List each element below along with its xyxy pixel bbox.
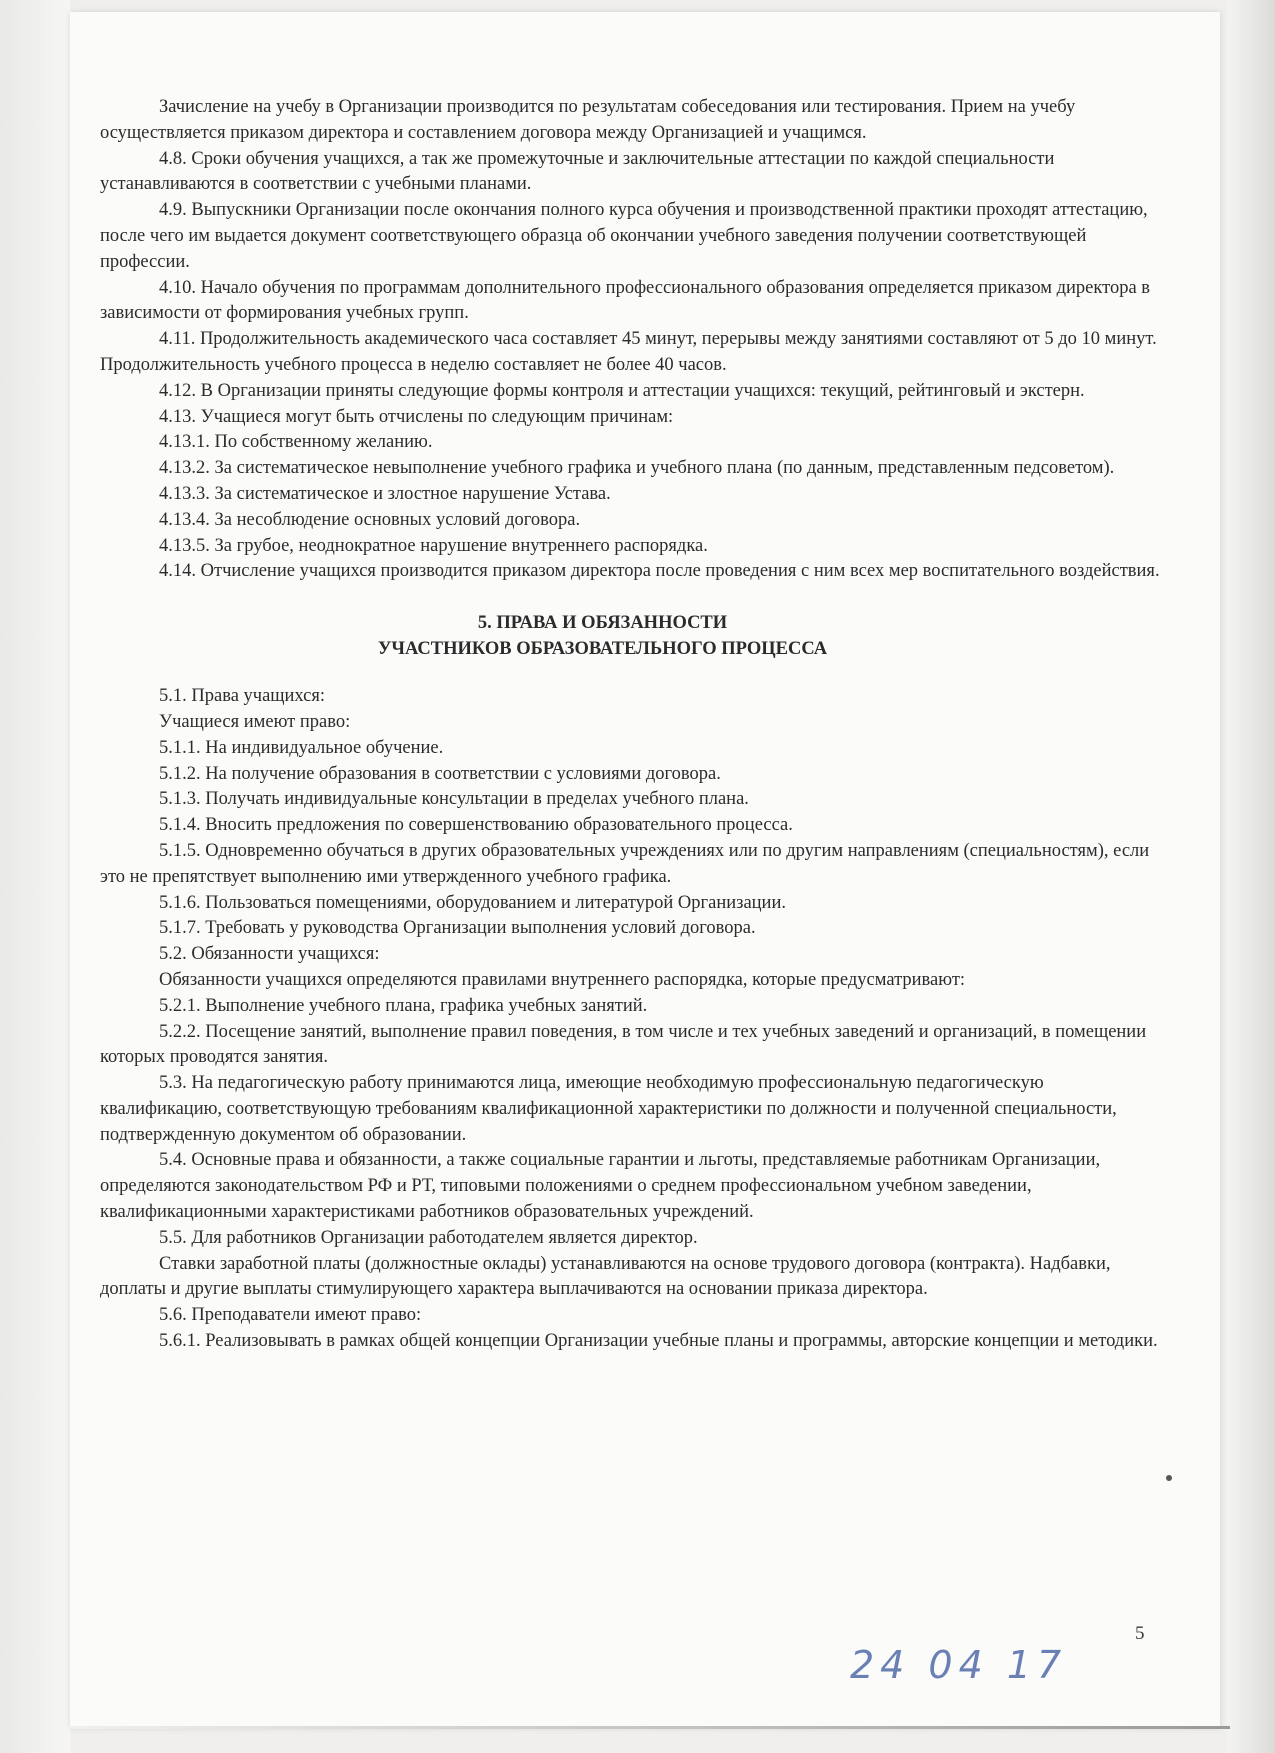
paragraph: 4.13.1. По собственному желанию. [159,432,433,453]
paragraph: 5.2.1. Выполнение учебного плана, графика учебных занятий. [159,995,648,1016]
paragraph: 5.1. Права учащихся: [159,686,326,707]
section-5-heading [100,610,1160,662]
paragraph: 4.8. Сроки обучения учащихся, а так же промежуточные и заключительные аттестации по каждой специальности устанавливаются в соответствии с учебными планами. [100,148,1055,195]
paragraph: 5.1.3. Получать индивидуальные консультации в пределах учебного плана. [159,789,749,810]
scan-dot-mark [1166,1475,1172,1481]
paragraph: Ставки заработной платы (должностные оклады) устанавливаются на основе трудового договора (контракта). Надбавки, доплаты и другие выплаты стимулирующего характера выплачиваются на основании приказа директора. [100,1253,1111,1300]
paragraph: 5.6. Преподаватели имеют право: [159,1305,422,1326]
paragraph: 5.1.4. Вносить предложения по совершенствованию образовательного процесса. [159,815,793,836]
paragraph: 5.1.5. Одновременно обучаться в других образовательных учреждениях или по другим направлениям (специальностям), если это не препятствует выполнению ими утвержденного учебного графика. [100,840,1150,887]
paragraph: 5.1.1. На индивидуальное обучение. [159,737,444,758]
section-5-body [100,684,1160,1355]
paragraph: Учащиеся имеют право: [159,711,351,732]
paragraph: 5.1.7. Требовать у руководства Организации выполнения условий договора. [159,918,756,939]
paragraph: 4.9. Выпускники Организации после окончания полного курса обучения и производственной практики проходят аттестацию, после чего им выдается документ соответствующего образца об окончании учебного заведения получении соответствующей профессии. [100,200,1148,272]
paragraph: 4.13.3. За систематическое и злостное нарушение Устава. [159,483,611,504]
paragraph: 5.1.2. На получение образования в соответствии с условиями договора. [159,763,721,784]
paragraph: 4.10. Начало обучения по программам дополнительного профессионального образования определяется приказом директора в зависимости от формирования учебных групп. [100,277,1151,324]
paragraph: 4.13.2. За систематическое невыполнение учебного графика и учебного плана (по данным, представленным педсоветом). [159,458,1115,479]
paragraph: 4.11. Продолжительность академического часа составляет 45 минут, перерывы между занятиями составляют от 5 до 10 минут. Продолжительность учебного процесса в неделю составляет не более 40 часов. [100,329,1157,375]
paragraph: Зачисление на учебу в Организации производится по результатам собеседования или тестирования. Прием на учебу осуществляется приказом директора и составлением договора между Организацией и учащимся. [100,97,1076,143]
paragraph: 5.2.2. Посещение занятий, выполнение правил поведения, в том числе и тех учебных заведений и организаций, в помещении которых проводятся занятия. [100,1021,1147,1068]
paragraph: Обязанности учащихся определяются правилами внутреннего распорядка, которые предусматривают: [159,969,966,990]
page-bottom-edge [70,1726,1230,1729]
handwritten-date [840,1636,1120,1696]
paragraph: 5.4. Основные права и обязанности, а также социальные гарантии и льготы, представляемые работникам Организации, определяются законодательством РФ и РТ, типовыми положениями о среднем профессиональном учебном заведении, квалификационными характеристиками работников образовательных учреждений. [100,1150,1101,1223]
paragraph: 5.5. Для работников Организации работодателем является директор. [159,1227,698,1248]
paragraph: 5.1.6. Пользоваться помещениями, оборудованием и литературой Организации. [159,892,786,913]
document-body [100,95,1160,1355]
heading-line-1: 5. ПРАВА И ОБЯЗАННОСТИ [477,613,728,634]
scan-margin-left [0,0,70,1753]
heading-line-2: УЧАСТНИКОВ ОБРАЗОВАТЕЛЬНОГО ПРОЦЕССА [377,639,828,660]
paragraph: 4.13. Учащиеся могут быть отчислены по следующим причинам: [159,406,674,427]
paragraph: 4.12. В Организации приняты следующие формы контроля и аттестации учащихся: текущий, рейтинговый и экстерн. [159,380,1085,401]
page-number: 5 [1135,1623,1145,1644]
paragraph: 4.14. Отчисление учащихся производится приказом директора после проведения с ним всех мер воспитательного воздействия. [159,561,1160,582]
section-4-continuation [100,95,1160,585]
paragraph: 5.3. На педагогическую работу принимаются лица, имеющие необходимую профессиональную педагогическую квалификацию, соответствующую требованиям квалификационной характеристики по должности и полученной специальности, подтвержденную документом об образовании. [100,1073,1117,1145]
handwritten-date-text: 24 04 17 [850,1643,1068,1687]
scan-margin-right [1227,0,1275,1753]
paragraph: 5.2. Обязанности учащихся: [159,944,380,965]
paragraph: 4.13.5. За грубое, неоднократное нарушение внутреннего распорядка. [159,535,708,556]
paragraph: 4.13.4. За несоблюдение основных условий договора. [159,509,581,530]
paragraph: 5.6.1. Реализовывать в рамках общей концепции Организации учебные планы и программы, авторские концепции и методики. [159,1331,1158,1352]
